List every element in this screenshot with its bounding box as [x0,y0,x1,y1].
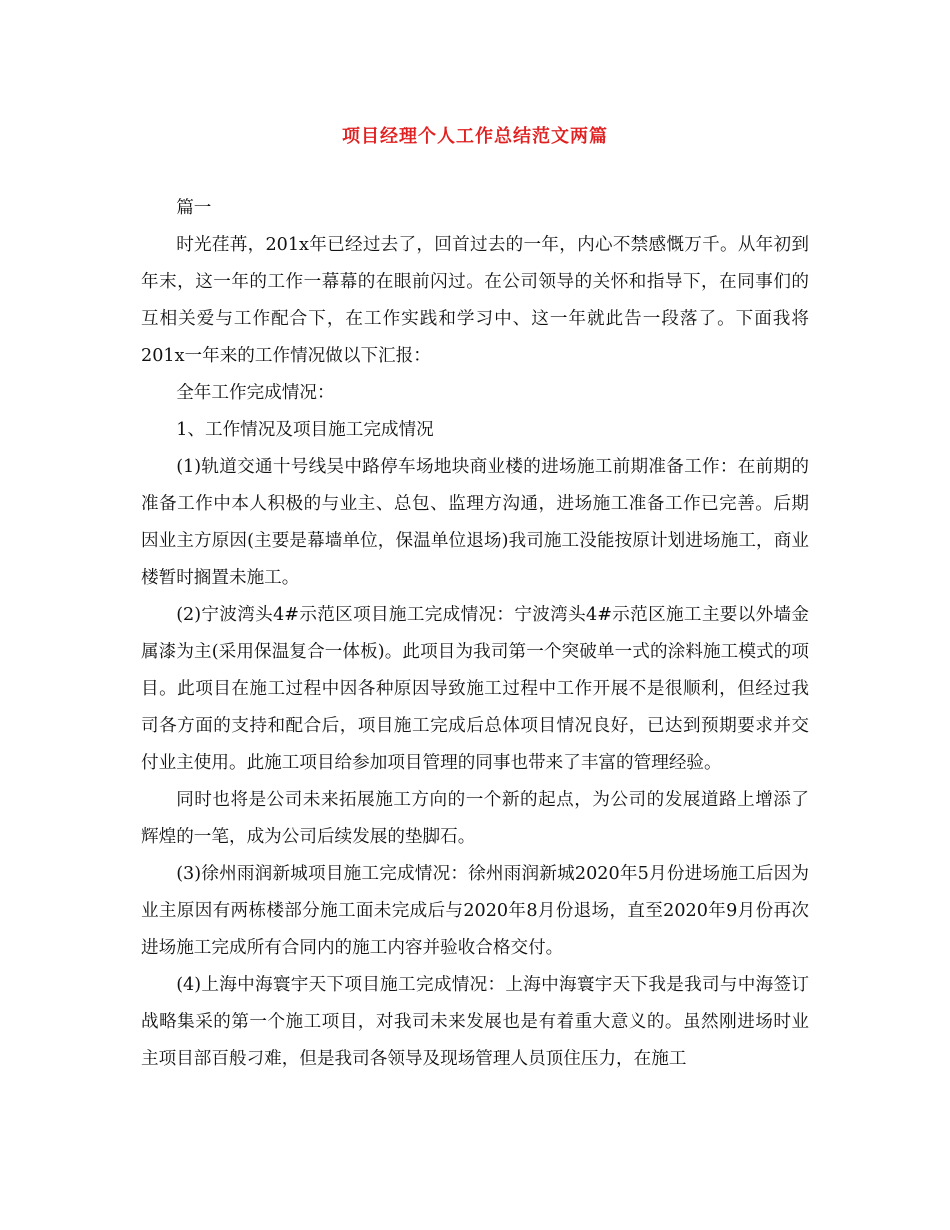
paragraph-heading-work: 1、工作情况及项目施工完成情况 [176,420,434,440]
paragraph-item-2-continued: 同时也将是公司未来拓展施工方向的一个新的起点，为公司的发展道路上增添了辉煌的一笔，成为公司后续发展的垫脚石。 [141,790,809,847]
document-title: 项目经理个人工作总结范文两篇 [342,126,608,147]
paragraph-heading-completion: 全年工作完成情况： [176,383,335,403]
paragraph-item-2: (2)宁波湾头4#示范区项目施工完成情况：宁波湾头4#示范区施工主要以外墙金属漆为主(采用保温复合一体板)。此项目为我司第一个突破单一式的涂料施工模式的项目。此项目在施工过程中因各种原因导致施工过程中工作开展不是很顺利，但经过我司各方面的支持和配合后，项目施工完成后总体项目情况良好，已达到预期要求并交付业主使用。此施工项目给参加项目管理的同事也带来了丰富的管理经验。 [141,605,809,773]
paragraph-section-label: 篇一 [176,198,212,218]
paragraph-item-4: (4)上海中海寰宇天下项目施工完成情况：上海中海寰宇天下我是我司与中海签订战略集采的第一个施工项目，对我司未来发展也是有着重大意义的。虽然刚进场时业主项目部百般刁难，但是我司各领导及现场管理人员顶住压力，在施工 [141,975,809,1069]
paragraph-item-3: (3)徐州雨润新城项目施工完成情况：徐州雨润新城2020年5月份进场施工后因为业主原因有两栋楼部分施工面未完成后与2020年8月份退场，直至2020年9月份再次进场施工完成所有合同内的施工内容并验收合格交付。 [141,864,809,958]
paragraph-item-1: (1)轨道交通十号线吴中路停车场地块商业楼的进场施工前期准备工作：在前期的准备工作中本人积极的与业主、总包、监理方沟通，进场施工准备工作已完善。后期因业主方原因(主要是幕墙单位，保温单位退场)我司施工没能按原计划进场施工，商业楼暂时搁置未施工。 [141,457,809,588]
paragraph-intro: 时光荏苒，201x年已经过去了，回首过去的一年，内心不禁感慨万千。从年初到年末，这一年的工作一幕幕的在眼前闪过。在公司领导的关怀和指导下，在同事们的互相关爱与工作配合下，在工作实践和学习中、这一年就此告一段落了。下面我将201x一年来的工作情况做以下汇报： [141,235,809,366]
document-body [141,190,809,1078]
